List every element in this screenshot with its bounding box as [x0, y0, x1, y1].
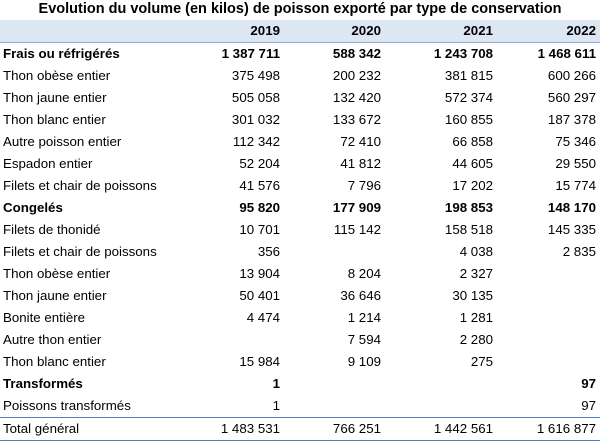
table-row	[0, 153, 600, 175]
value-cell-2022	[497, 263, 600, 285]
value-cell-2019: 1 483 531	[176, 418, 284, 441]
value-cell-2019: 1	[272, 376, 280, 391]
value-cell-2021: 44 605	[452, 156, 493, 171]
value-cell-2021: 160 855	[444, 112, 493, 127]
value-cell-2019: 13 904	[239, 266, 280, 281]
category-row	[0, 197, 600, 219]
value-cell-2019: 1 387 711	[221, 46, 280, 61]
row-label: Poissons transformés	[3, 398, 131, 413]
value-cell-2022: 560 297	[547, 90, 596, 105]
value-cell-2021: 1 281	[459, 310, 493, 325]
value-cell-2019: 4 474	[246, 310, 280, 325]
table-row	[0, 307, 600, 329]
value-cell-2022	[497, 351, 600, 373]
row-label: Thon jaune entier	[3, 90, 107, 105]
row-label: Filets et chair de poissons	[3, 244, 157, 259]
row-label: Congelés	[3, 200, 63, 215]
value-cell-2019: 1	[272, 398, 280, 413]
table-row	[0, 219, 600, 241]
value-cell-2019: 15 984	[239, 354, 280, 369]
value-cell-2020	[284, 395, 385, 418]
category-row	[0, 43, 600, 66]
value-cell-2020: 8 204	[347, 266, 381, 281]
row-label: Thon blanc entier	[3, 112, 106, 127]
value-cell-2019: 356	[257, 244, 280, 259]
value-cell-2022: 97	[581, 376, 596, 391]
value-cell-2020	[284, 241, 385, 263]
value-cell-2020: 133 672	[332, 112, 381, 127]
value-cell-2020: 7 796	[347, 178, 381, 193]
table-row	[0, 329, 600, 351]
row-label: Total général	[0, 418, 176, 441]
value-cell-2021: 1 243 708	[433, 46, 493, 61]
value-cell-2022: 187 378	[547, 112, 596, 127]
value-cell-2022: 15 774	[555, 178, 596, 193]
value-cell-2021: 2 327	[459, 266, 493, 281]
value-cell-2021: 275	[470, 354, 493, 369]
header-year-2019: 2019	[250, 23, 280, 38]
value-cell-2022: 75 346	[555, 134, 596, 149]
value-cell-2021: 158 518	[444, 222, 493, 237]
row-label: Espadon entier	[3, 156, 93, 171]
row-label: Frais ou réfrigérés	[3, 46, 120, 61]
value-cell-2021: 2 280	[459, 332, 493, 347]
table-row	[0, 87, 600, 109]
value-cell-2020: 766 251	[284, 418, 385, 441]
value-cell-2020: 132 420	[332, 90, 381, 105]
table-row	[0, 241, 600, 263]
export-volume-table	[0, 20, 600, 441]
value-cell-2020: 200 232	[332, 68, 381, 83]
value-cell-2020: 72 410	[340, 134, 381, 149]
row-label: Thon jaune entier	[3, 288, 107, 303]
row-label: Thon obèse entier	[3, 68, 111, 83]
value-cell-2022	[497, 285, 600, 307]
value-cell-2020: 41 812	[340, 156, 381, 171]
value-cell-2020: 177 909	[332, 200, 381, 215]
value-cell-2019: 375 498	[231, 68, 280, 83]
value-cell-2022: 2 835	[562, 244, 596, 259]
value-cell-2020: 36 646	[340, 288, 381, 303]
value-cell-2021: 4 038	[459, 244, 493, 259]
row-label: Transformés	[3, 376, 83, 391]
value-cell-2020: 1 214	[347, 310, 381, 325]
value-cell-2021	[385, 395, 497, 418]
header-label-cell	[0, 20, 176, 43]
value-cell-2022: 1 616 877	[497, 418, 600, 441]
value-cell-2019: 41 576	[239, 178, 280, 193]
header-year-2022: 2022	[566, 23, 596, 38]
row-label: Bonite entière	[3, 310, 86, 325]
row-label: Thon blanc entier	[3, 354, 106, 369]
category-row	[0, 373, 600, 395]
row-label: Autre poisson entier	[3, 134, 122, 149]
table-row	[0, 395, 600, 418]
value-cell-2020	[284, 373, 385, 395]
value-cell-2019: 505 058	[231, 90, 280, 105]
table-row	[0, 109, 600, 131]
value-cell-2022	[497, 307, 600, 329]
row-label: Thon obèse entier	[3, 266, 111, 281]
value-cell-2020: 115 142	[333, 222, 381, 237]
value-cell-2021: 66 858	[452, 134, 493, 149]
row-label: Filets de thonidé	[3, 222, 101, 237]
value-cell-2022: 600 266	[547, 68, 596, 83]
value-cell-2022: 29 550	[555, 156, 596, 171]
row-label: Autre thon entier	[3, 332, 102, 347]
value-cell-2019: 52 204	[239, 156, 280, 171]
value-cell-2019: 301 032	[231, 112, 280, 127]
total-row	[0, 418, 600, 441]
value-cell-2020: 7 594	[347, 332, 381, 347]
value-cell-2022: 1 468 611	[537, 46, 596, 61]
value-cell-2022: 145 335	[547, 222, 596, 237]
table-row	[0, 351, 600, 373]
header-year-2021: 2021	[463, 23, 493, 38]
value-cell-2022	[497, 329, 600, 351]
header-year-2020: 2020	[351, 23, 381, 38]
table-row	[0, 65, 600, 87]
header-row	[0, 20, 600, 43]
value-cell-2021: 1 442 561	[385, 418, 497, 441]
row-label: Filets et chair de poissons	[3, 178, 157, 193]
table-row	[0, 131, 600, 153]
value-cell-2020: 9 109	[347, 354, 381, 369]
table-row	[0, 263, 600, 285]
value-cell-2021	[385, 373, 497, 395]
value-cell-2022: 148 170	[547, 200, 596, 215]
value-cell-2019: 112 342	[232, 134, 280, 149]
value-cell-2021: 198 853	[444, 200, 493, 215]
value-cell-2021: 381 815	[444, 68, 493, 83]
table-row	[0, 285, 600, 307]
value-cell-2021: 30 135	[452, 288, 493, 303]
value-cell-2021: 17 202	[452, 178, 493, 193]
value-cell-2019: 50 401	[239, 288, 280, 303]
value-cell-2022: 97	[581, 398, 596, 413]
table-row	[0, 175, 600, 197]
value-cell-2019	[176, 329, 284, 351]
table-title: Evolution du volume (en kilos) de poisson exporté par type de conservation	[38, 1, 562, 17]
value-cell-2020: 588 342	[332, 46, 381, 61]
value-cell-2019: 95 820	[239, 200, 280, 215]
table-body	[0, 43, 600, 441]
value-cell-2019: 10 701	[239, 222, 280, 237]
value-cell-2021: 572 374	[444, 90, 493, 105]
